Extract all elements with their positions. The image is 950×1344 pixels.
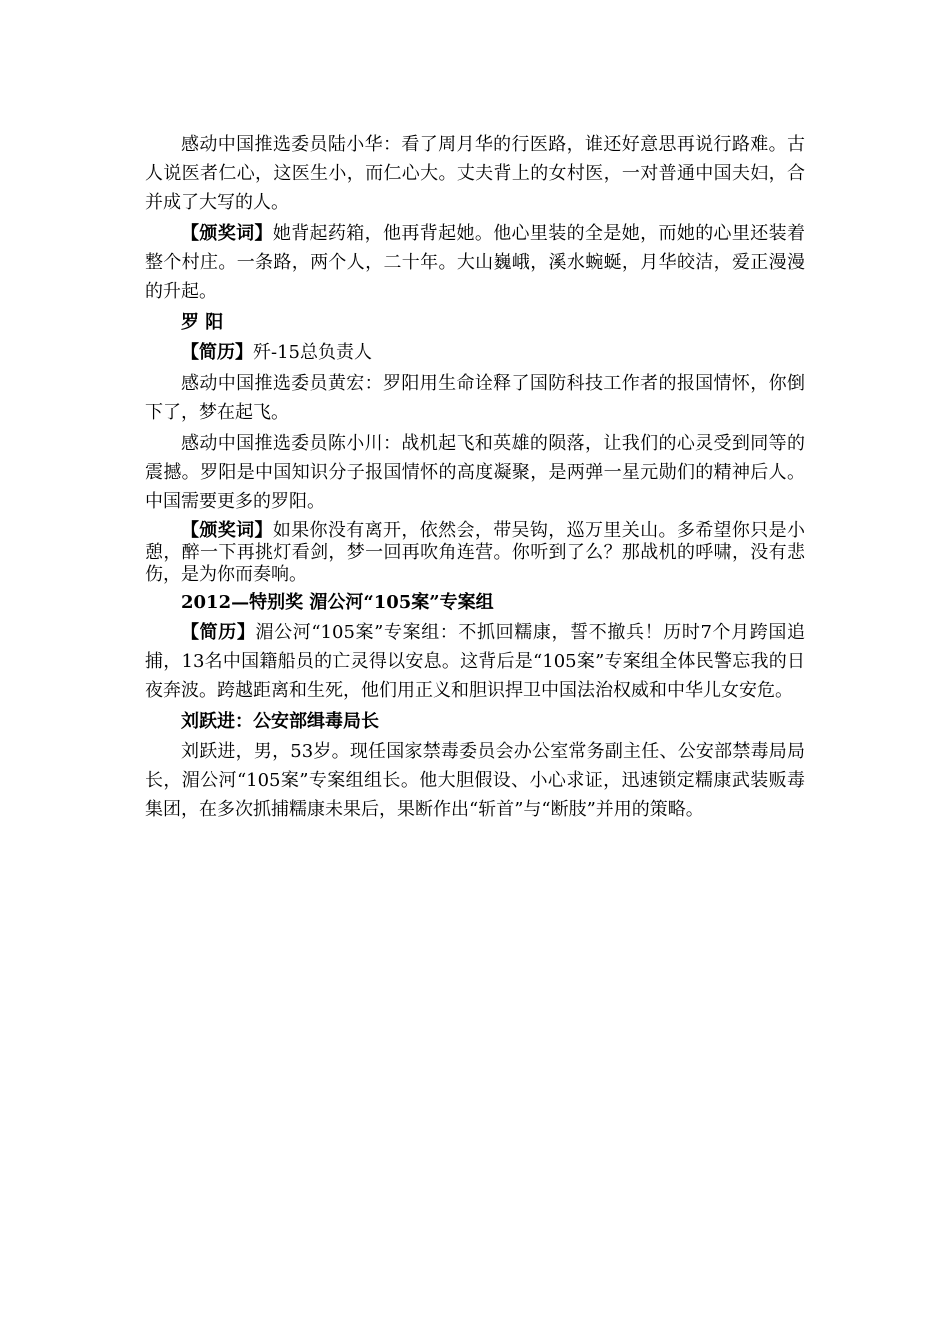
resume-text: 湄公河“105案”专案组：不抓回糯康，誓不撤兵！历时7个月跨国追捕，13名中国籍船员的亡灵得以安息。这背后是“105案”专案组全体民警忘我的日夜奔波。跨越距离和生死，他们用正义和胆识捍卫中国法治权威和中华儿女安危。	[145, 622, 806, 701]
heading-liu-yuejin: 刘跃进：公安部缉毒局长	[181, 711, 379, 732]
award-speech-text: 如果你没有离开，依然会，带吴钩，巡万里关山。多希望你只是小憩，醉一下再挑灯看剑，梦一回再吹角连营。你听到了么？那战机的呼啸，没有悲伤，是为你而奏响。	[145, 520, 806, 585]
paragraph-resume-luo-yang	[145, 338, 805, 367]
paragraph-lu-xiaohua-comment: 感动中国推选委员陆小华：看了周月华的行医路，谁还好意思再说行路难。古人说医者仁心，这医生小，而仁心大。丈夫背上的女村医，一对普通中国夫妇，合并成了大写的人。	[145, 134, 805, 213]
heading-luo-yang: 罗 阳	[181, 312, 224, 333]
paragraph-liu-yuejin-bio: 刘跃进，男，53岁。现任国家禁毒委员会办公室常务副主任、公安部禁毒局局长，湄公河“105案”专案组组长。他大胆假设、小心求证，迅速锁定糯康武装贩毒集团，在多次抓捕糯康未果后，果断作出“斩首”与“断肢”并用的策略。	[145, 741, 805, 820]
award-speech-tag: 【颁奖词】	[181, 520, 273, 541]
document-body	[145, 130, 805, 826]
paragraph-resume-105-case	[145, 618, 805, 705]
resume-tag: 【简历】	[181, 342, 253, 363]
resume-tag: 【简历】	[181, 622, 256, 643]
heading-special-award: 2012—特别奖 湄公河“105案”专案组	[181, 592, 494, 613]
paragraph-award-speech-luo-yang	[145, 520, 805, 586]
resume-text: 歼-15总负责人	[253, 342, 372, 363]
award-speech-text: 她背起药箱，他再背起她。他心里装的全是她，而她的心里还装着整个村庄。一条路，两个人，二十年。大山巍峨，溪水蜿蜒，月华皎洁，爱正漫漫的升起。	[145, 223, 806, 302]
paragraph-huang-hong-comment: 感动中国推选委员黄宏：罗阳用生命诠释了国防科技工作者的报国情怀，你倒下了，梦在起飞。	[145, 373, 805, 423]
paragraph-chen-xiaochuan-comment: 感动中国推选委员陈小川：战机起飞和英雄的陨落，让我们的心灵受到同等的震撼。罗阳是中国知识分子报国情怀的高度凝聚，是两弹一星元勋们的精神后人。中国需要更多的罗阳。	[145, 433, 805, 512]
award-speech-tag: 【颁奖词】	[181, 223, 273, 244]
paragraph-award-speech-zhou	[145, 219, 805, 306]
